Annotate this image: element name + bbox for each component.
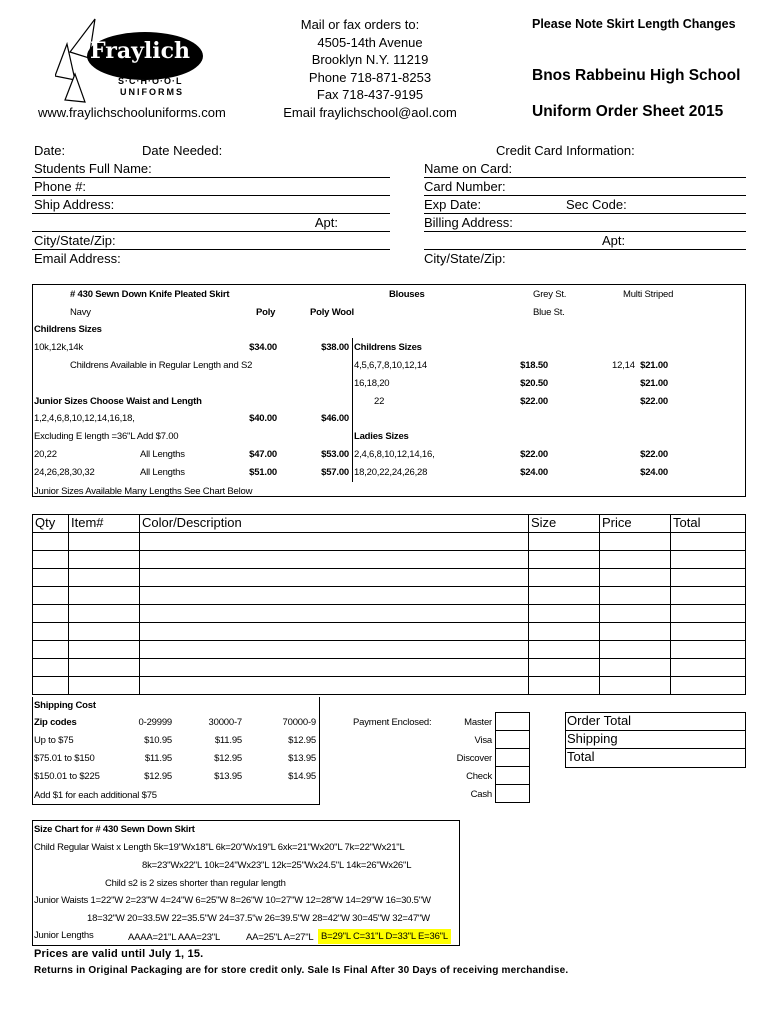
blouse-child-sizes-1: 4,5,6,7,8,10,12,14 [354, 360, 427, 371]
payment-cash-label: Cash [470, 789, 492, 800]
color-header: Color/Description [142, 515, 242, 530]
card-title: Credit Card Information: [496, 143, 635, 158]
price-header: Price [602, 515, 632, 530]
blouse-child-multi-2: $21.00 [640, 378, 668, 389]
blouse-childrens-header: Childrens Sizes [354, 342, 422, 353]
contact-line: Email fraylichschool@aol.com [283, 104, 457, 120]
size-chart-title: Size Chart for # 430 Sewn Down Skirt [34, 824, 195, 835]
blouses-header: Blouses [389, 289, 425, 300]
payment-check-label: Check [466, 771, 492, 782]
child-poly-price: $34.00 [249, 342, 277, 353]
ladies-multi-2: $24.00 [640, 467, 668, 478]
blouse-child-grey-1: $18.50 [520, 360, 548, 371]
junior-lengths-highlight: B=29"L C=31"L D=33"L E=36"L [318, 929, 451, 944]
order-table [32, 514, 746, 697]
shipping-rate: $13.95 [288, 753, 316, 764]
payment-master-checkbox[interactable] [495, 712, 530, 731]
payment-master-label: Master [464, 717, 492, 728]
junior-sizes-2: 20,22 [34, 449, 57, 460]
zip-col-3: 70000-9 [282, 717, 316, 728]
card-apt-label: Apt: [602, 233, 626, 248]
shipping-row-label: Up to $75 [34, 735, 74, 746]
excluding-note: Excluding E length =36"L Add $7.00 [34, 431, 179, 442]
email-label: Email Address: [34, 251, 121, 266]
junior-poly-3: $51.00 [249, 467, 277, 478]
childrens-sizes-header: Childrens Sizes [34, 324, 102, 335]
size-header: Size [531, 515, 557, 530]
prices-valid-note: Prices are valid until July 1, 15. [34, 948, 204, 960]
sheet-title: Uniform Order Sheet 2015 [532, 103, 724, 120]
child-sizes: 10k,12k,14k [34, 342, 84, 353]
child-availability: Childrens Available in Regular Length and S2 [70, 360, 253, 371]
card-number-label: Card Number: [424, 179, 506, 194]
shipping-title: Shipping Cost [34, 700, 96, 711]
junior-polywool-2: $53.00 [321, 449, 349, 460]
shipping-total-label: Shipping [567, 731, 618, 746]
payment-visa-label: Visa [474, 735, 492, 746]
junior-lengths-values: AA=25"L A=27"L [246, 932, 314, 943]
zip-col-1: 0-29999 [138, 717, 172, 728]
blouse-child-grey-3: $22.00 [520, 396, 548, 407]
size-chart-line: Child s2 is 2 sizes shorter than regular length [105, 878, 286, 889]
junior-poly-1: $40.00 [249, 413, 277, 424]
size-chart-line: Junior Waists 1=22"W 2=23"W 4=24"W 6=25"W 8=26"W 10=27"W 12=28"W 14=29"W 16=30.5"W [34, 895, 431, 906]
shipping-rate: $12.95 [144, 771, 172, 782]
school-name: Bnos Rabbeinu High School [532, 67, 741, 84]
contact-line: Brooklyn N.Y. 11219 [311, 52, 429, 67]
contact-line: Fax 718-437-9195 [316, 87, 424, 102]
contact-line: Mail or fax orders to: [300, 17, 420, 32]
billing-address-label: Billing Address: [424, 215, 513, 230]
blouse-child-sizes-2: 16,18,20 [354, 378, 390, 389]
payment-enclosed-label: Payment Enclosed: [353, 717, 432, 728]
junior-polywool-1: $46.00 [321, 413, 349, 424]
ladies-sizes-1: 2,4,6,8,10,12,14,16, [354, 449, 435, 460]
total-header: Total [673, 515, 701, 530]
junior-sizes-1: 1,2,4,6,8,10,12,14,16,18, [34, 413, 135, 424]
zip-col-2: 30000-7 [208, 717, 242, 728]
payment-discover-label: Discover [456, 753, 492, 764]
blue-stripe-header: Blue St. [533, 307, 565, 318]
multi-stripe-header: Multi Striped [623, 289, 674, 300]
junior-sizes-header: Junior Sizes Choose Waist and Length [34, 396, 202, 407]
skirt-title: # 430 Sewn Down Knife Pleated Skirt [70, 289, 230, 300]
blouse-child-grey-2: $20.50 [520, 378, 548, 389]
ship-address-label: Ship Address: [34, 197, 115, 212]
date-label: Date: [34, 143, 66, 158]
blouse-child-multi-3: $22.00 [640, 396, 668, 407]
payment-visa-checkbox[interactable] [495, 730, 530, 749]
contact-block [270, 16, 470, 121]
sec-code-label: Sec Code: [566, 197, 627, 212]
junior-lengths-values: AAAA=21"L AAA=23"L [128, 932, 221, 943]
student-name-label: Students Full Name: [34, 161, 152, 176]
ladies-sizes-header: Ladies Sizes [354, 431, 409, 442]
card-city-label: City/State/Zip: [424, 251, 506, 266]
shipping-additional: Add $1 for each additional $75 [34, 790, 157, 801]
grand-total-label: Total [567, 749, 595, 764]
size-chart-line: Child Regular Waist x Length 5k=19"Wx18"L 6k=20"Wx19"L 6xk=21"Wx20"L 7k=22"Wx21"L [34, 842, 405, 853]
ladies-grey-2: $24.00 [520, 467, 548, 478]
logo-line2: UNIFORMS [120, 87, 184, 97]
date-needed-label: Date Needed: [142, 143, 223, 158]
grey-stripe-header: Grey St. [533, 289, 567, 300]
card-name-label: Name on Card: [424, 161, 513, 176]
blouse-child-multi-sizes: 12,14 [612, 360, 635, 371]
blouse-child-multi-1: $21.00 [640, 360, 668, 371]
shipping-table [32, 697, 320, 805]
payment-cash-checkbox[interactable] [495, 784, 530, 803]
poly-wool-header: Poly Wool [310, 307, 354, 318]
shipping-rate: $14.95 [288, 771, 316, 782]
junior-polywool-3: $57.00 [321, 467, 349, 478]
child-polywool-price: $38.00 [321, 342, 349, 353]
shipping-row-label: $75.01 to $150 [34, 753, 95, 764]
shipping-rate: $12.95 [214, 753, 242, 764]
apt-label: Apt: [314, 215, 338, 230]
junior-availability: Junior Sizes Available Many Lengths See Chart Below [34, 486, 253, 497]
exp-date-label: Exp Date: [424, 197, 482, 212]
shipping-rate: $13.95 [214, 771, 242, 782]
website: www.fraylichschooluniforms.com [38, 105, 226, 120]
shipping-rate: $11.95 [214, 735, 242, 746]
shipping-rate: $12.95 [288, 735, 316, 746]
contact-line: Phone 718-871-8253 [308, 69, 432, 85]
logo-line1: S·C·H·O·O·L [118, 76, 183, 86]
shipping-row-label: $150.01 to $225 [34, 771, 100, 782]
contact-line: 4505-14th Avenue [317, 34, 423, 50]
blouse-child-sizes-3: 22 [374, 396, 385, 407]
payment-check-checkbox[interactable] [495, 766, 530, 785]
returns-note: Returns in Original Packaging are for store credit only. Sale Is Final After 30 Days of receiving merchandise. [34, 965, 569, 976]
junior-poly-2: $47.00 [249, 449, 277, 460]
junior-sizes-3: 24,26,28,30,32 [34, 467, 95, 478]
zip-codes-label: Zip codes [34, 717, 77, 728]
price-list [32, 284, 746, 497]
city-label: City/State/Zip: [34, 233, 116, 248]
length-note: Please Note Skirt Length Changes [532, 17, 736, 31]
payment-discover-checkbox[interactable] [495, 748, 530, 767]
shipping-rate: $10.95 [144, 735, 172, 746]
poly-header: Poly [256, 307, 276, 318]
junior-lengths-2: All Lengths [140, 449, 185, 460]
junior-lengths-label: Junior Lengths [34, 930, 94, 941]
ladies-sizes-2: 18,20,22,24,26,28 [354, 467, 428, 478]
ladies-grey-1: $22.00 [520, 449, 548, 460]
phone-label: Phone #: [34, 179, 87, 194]
item-header: Item# [71, 515, 104, 530]
logo-name: Fraylich [90, 38, 190, 64]
qty-header: Qty [35, 515, 56, 530]
order-total-label: Order Total [567, 713, 632, 728]
ladies-multi-1: $22.00 [640, 449, 668, 460]
navy-label: Navy [70, 307, 91, 318]
shipping-rate: $11.95 [144, 753, 172, 764]
junior-lengths-3: All Lengths [140, 467, 185, 478]
size-chart-line: 8k=23"Wx22"L 10k=24"Wx23"L 12k=25"Wx24.5"L 14k=26"Wx26"L [142, 860, 412, 871]
size-chart-line: 18=32"W 20=33.5W 22=35.5"W 24=37.5"w 26=39.5"W 28=42"W 30=45"W 32=47"W [87, 913, 430, 924]
